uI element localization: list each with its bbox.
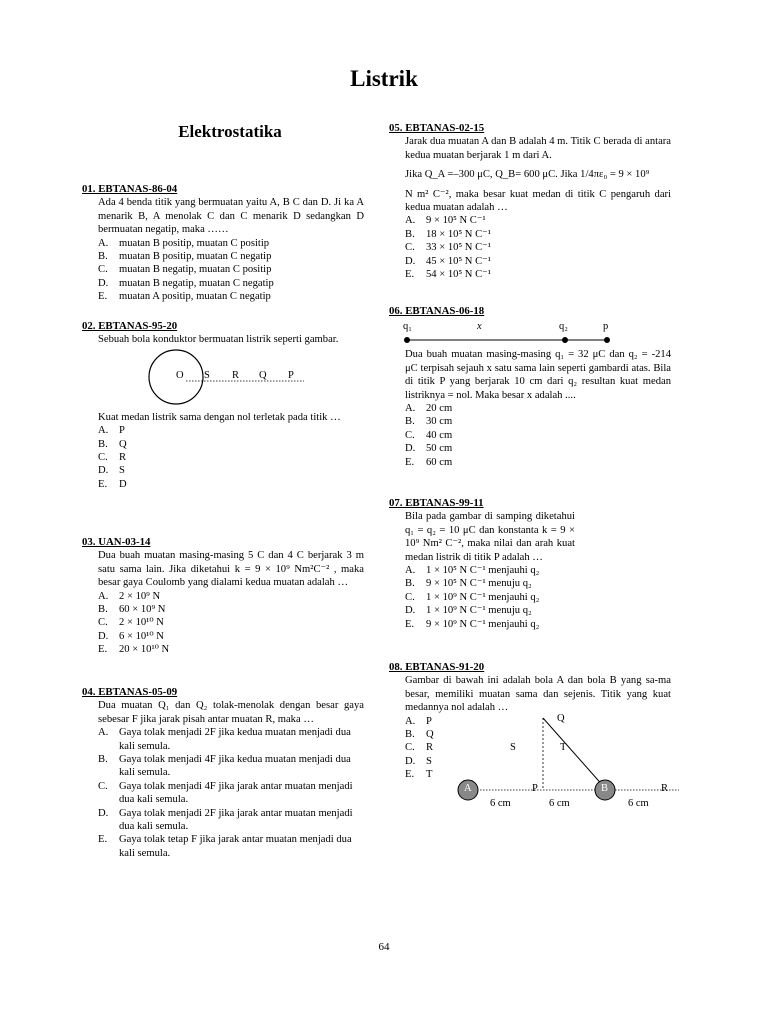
balls-diagram [389,712,671,822]
charges-line [389,318,671,348]
question-01 [82,183,364,304]
option-letter: D. [98,465,109,477]
option-text: S [119,465,125,477]
option-letter: C. [405,429,415,441]
option-text: 30 cm [426,416,453,428]
option-text: 33 × 10⁵ N C⁻¹ [426,242,491,254]
page-title: Listrik [350,66,418,91]
label-q1: q₁ [403,321,412,333]
option-letter: D. [405,255,416,267]
option-text: 6 × 10¹⁰ N [119,630,164,642]
option-letter: E. [405,269,415,281]
option-c [98,780,364,807]
question-text: Sebuah bola konduktor bermuatan listrik seperti gambar. [98,334,339,346]
option-text: D [119,478,127,490]
option-e [98,290,364,303]
option-letter: D. [98,630,109,642]
question-text: Jarak dua muatan A dan B adalah 4 m. Titik C berada di antara kedua muatan berjarak 1 m dari A. [405,136,671,161]
question-heading: 05. EBTANAS-02-15 [389,122,485,134]
option-text: 54 × 10⁵ N C⁻¹ [426,269,491,281]
question-text-2: N m² C⁻², maka besar kuat medan di titik C pengaruh dari kedua muatan adalah … [405,188,671,214]
option-e [405,618,671,631]
question-heading: 04. EBTANAS-05-09 [82,686,178,698]
option-text: 20 × 10¹⁰ N [119,644,170,656]
question-text: Dua buah muatan masing-masing q₁ = 32 μC dan q₂ = -214 μC terpisah sejauh x satu sama lain seperti gambardi atas. Bila di titik P yang berjarak 10 cm dari q₂ resultan kuat medan listriknya = nol. Maka besar x adalah .... [405,349,671,401]
option-text: muatan B positip, muatan C positip [119,237,270,249]
option-b [98,753,364,780]
label-b: B [601,783,609,794]
option-letter: E. [405,769,415,781]
option-text: 2 × 10⁹ N [119,590,161,602]
option-b [98,250,364,263]
option-text: Q [119,438,127,450]
option-text: 9 × 10⁵ N C⁻¹ [426,215,486,227]
option-letter: C. [405,591,415,603]
option-text: R [426,742,434,754]
option-letter: C. [98,780,108,792]
option-text: Gaya tolak menjadi 4F jika jarak antar muatan menjadi dua kali semula. [119,780,353,806]
option-c [405,241,671,254]
label-p: P [288,369,294,381]
option-text: Gaya tolak menjadi 4F jika kedua muatan menjadi dua kali semula. [119,754,351,779]
label-q2: q₂ [559,321,568,333]
option-text: muatan B negatip, muatan C positip [119,264,272,276]
question-text: Gambar di bawah ini adalah bola A dan bola B yang sa-ma besar, memiliki muatan sama dan sejenis. Titik yang kuat medannya nol adalah … [405,675,671,714]
option-text: 40 cm [426,429,453,441]
option-text: 60 cm [426,456,453,468]
question-text: Ada 4 benda titik yang bermuatan yaitu A, B C dan D. Ji ka A menarik B, A menolak C dan C menarik D sedangkan D bermuatan negatip, maka …… [98,197,364,236]
option-letter: A. [98,425,109,437]
option-e [98,478,364,491]
option-letter: B. [98,251,108,263]
option-letter: A. [98,590,109,602]
label-q: Q [557,713,565,724]
option-letter: C. [405,242,415,254]
option-letter: A. [98,237,109,249]
option-letter: E. [405,618,415,630]
option-text: Gaya tolak menjadi 2F jika jarak antar muatan menjadi dua kali semula. [119,807,353,833]
option-letter: E. [98,478,108,490]
option-letter: B. [405,729,415,741]
option-text: Gaya tolak tetap F jika jarak antar muatan menjadi dua kali semula. [119,834,352,859]
option-d [98,464,364,477]
option-e [405,456,671,469]
option-letter: B. [405,578,415,590]
question-05 [389,122,671,281]
question-02 [82,320,364,491]
question-heading: 01. EBTANAS-86-04 [82,183,178,195]
option-letter: D. [98,277,109,289]
question-heading: 07. EBTANAS-99-11 [389,497,484,509]
option-text: 20 cm [426,403,453,415]
label-o: O [176,369,184,381]
option-b [405,577,671,590]
label-p: p [603,321,609,333]
question-heading: 08. EBTANAS-91-20 [389,661,485,673]
label-r: R [232,369,240,381]
option-a [98,590,364,603]
option-text: P [119,425,125,437]
question-text: Dua muatan Q₁ dan Q₂ tolak-menolak dengan besar gaya sebesar F jika jarak pisah antar muatan R, maka … [98,700,364,725]
option-letter: C. [98,452,108,464]
question-06 [389,305,671,469]
question-03 [82,536,364,657]
option-letter: A. [405,403,416,415]
option-letter: D. [98,807,109,819]
label-r: R [661,783,669,794]
label-x: x [477,321,482,333]
label-q: Q [259,369,267,381]
option-text: muatan B negatip, muatan C negatip [119,277,274,289]
option-text: 9 × 10⁵ N C⁻¹ menuju q₂ [426,578,532,590]
option-a [98,237,364,250]
option-text: 1 × 10⁹ N C⁻¹ menuju q₂ [426,605,532,617]
option-d [98,807,364,834]
label-s: S [204,369,210,381]
option-b [98,438,364,451]
option-text: 50 cm [426,443,453,455]
option-e [98,643,364,656]
option-b [405,415,671,428]
option-b [98,603,364,616]
option-letter: B. [98,604,108,616]
option-letter: C. [98,264,108,276]
option-d [98,277,364,290]
option-c [98,616,364,629]
option-letter: C. [405,742,415,754]
option-b [405,228,671,241]
option-letter: B. [98,754,108,766]
option-c [405,429,671,442]
option-letter: D. [405,605,416,617]
distance-2: 6 cm [549,798,570,809]
option-text: 18 × 10⁵ N C⁻¹ [426,228,491,240]
question-heading: 06. EBTANAS-06-18 [389,305,485,317]
option-letter: B. [405,416,415,428]
distance-3: 6 cm [628,798,649,809]
option-letter: E. [405,456,415,468]
option-letter: A. [405,715,416,727]
option-text: Gaya tolak menjadi 2F jika kedua muatan menjadi dua kali semula. [119,727,351,752]
sphere-diagram [82,347,364,411]
option-letter: E. [98,291,108,303]
option-text: R [119,452,127,464]
option-a [98,726,364,753]
option-letter: E. [98,834,108,846]
question-text: Bila pada gambar di samping diketahui q₁ = q₂ = 10 μC dan konstanta k = 9 × 10⁹ Nm² C⁻², maka nilai dan arah kuat medan listrik di titik P adalah … [405,511,575,563]
question-04 [82,686,364,860]
option-letter: A. [405,215,416,227]
option-text: 1 × 10⁵ N C⁻¹ menjauhi q₂ [426,565,540,577]
option-text: 1 × 10⁹ N C⁻¹ menjauhi q₂ [426,591,540,603]
label-p: P [532,783,538,794]
option-a [405,402,671,415]
option-text: P [426,715,432,727]
option-c [98,451,364,464]
option-c [98,263,364,276]
option-a [98,424,364,437]
option-letter: E. [98,644,108,656]
option-d [405,604,671,617]
question-07 [389,497,671,631]
option-text: S [426,755,432,767]
option-text: muatan B positip, muatan C negatip [119,251,272,263]
option-text: 9 × 10⁹ N C⁻¹ menjauhi q₂ [426,618,540,630]
option-d [98,630,364,643]
option-text: 45 × 10⁵ N C⁻¹ [426,255,491,267]
option-text: Q [426,729,434,741]
question-heading: 02. EBTANAS-95-20 [82,320,178,332]
option-letter: A. [98,727,109,739]
option-a [405,214,671,227]
option-letter: B. [405,228,415,240]
section-title: Elektrostatika [178,122,282,141]
question-text: Dua buah muatan masing-masing 5 C dan 4 C berjarak 3 m satu sama lain. Jika diketahui k = 9 × 10⁹ Nm²C⁻² , maka besar gaya Coulomb yang dialami kedua muatan adalah … [98,550,364,589]
option-c [405,591,671,604]
label-s: S [510,742,516,753]
option-text: 2 × 10¹⁰ N [119,617,164,629]
option-letter: B. [98,438,108,450]
option-letter: D. [405,443,416,455]
sphere-drawing [82,347,364,411]
option-text: muatan A positip, muatan C negatip [119,291,271,303]
option-text: T [426,769,433,781]
question-text-2: Kuat medan listrik sama dengan nol terletak pada titik … [98,411,341,423]
option-letter: C. [98,617,108,629]
page-number: 64 [378,941,390,953]
question-heading: 03. UAN-03-14 [82,536,151,548]
option-letter: D. [405,755,416,767]
option-d [405,442,671,455]
option-e [98,833,364,860]
label-t: T [560,742,567,753]
option-a [405,564,671,577]
formula-line: Jika Q_A =–300 μC, Q_B= 600 μC. Jika 1/4πε₀ = 9 × 10⁹ [405,169,650,181]
distance-1: 6 cm [490,798,511,809]
label-a: A [464,783,472,794]
charges-diagram [389,318,671,348]
option-d [405,255,671,268]
option-text: 60 × 10⁹ N [119,604,166,616]
option-e [405,268,671,281]
option-letter: A. [405,565,416,577]
